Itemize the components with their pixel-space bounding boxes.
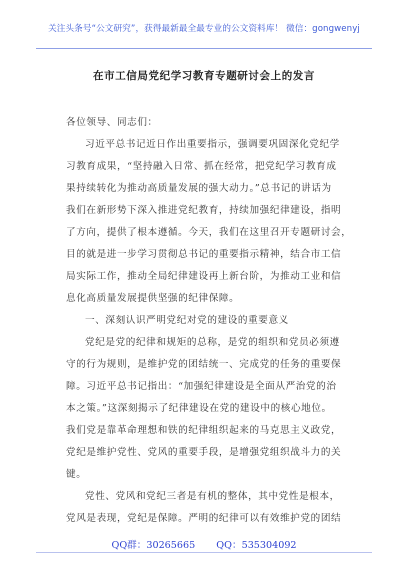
paragraph-line: 本之策。”这深刻揭示了纪律建设在党的建设中的核心地位。 bbox=[66, 403, 332, 414]
paragraph-line: 习近平总书记近日作出重要指示，强调要巩固深化党纪学 bbox=[85, 139, 340, 150]
footer-contacts bbox=[0, 537, 408, 551]
paragraph-line: 果持续转化为推动高质量发展的强大动力。”总书记的讲话为 bbox=[66, 183, 332, 194]
paragraph-line: 息化高质量发展提供坚强的纪律保障。 bbox=[66, 293, 240, 304]
document-title: 在市工信局党纪学习教育专题研讨会上的发言 bbox=[93, 70, 315, 82]
paragraph-line: 党纪是党的纪律和规矩的总称，是党的组织和党员必须遵 bbox=[85, 337, 340, 348]
paragraph-line: 局实际工作，推动全局纪律建设再上新台阶，为推动工业和信 bbox=[66, 271, 342, 282]
paragraph-line: 障。习近平总书记指出：“加强纪律建设是全面从严治党的治 bbox=[66, 381, 337, 392]
paragraph-line: 习教育成果，“坚持融入日常、抓在经常，把党纪学习教育成 bbox=[66, 161, 337, 172]
footer-divider bbox=[36, 552, 372, 553]
paragraph-line: 党风是表现，党纪是保障。严明的纪律可以有效维护党的团结 bbox=[66, 513, 342, 524]
footer-qq: QQ：535304092 bbox=[216, 540, 297, 551]
paragraph-line: 党纪是维护党性、党风的重要手段，是增强党组织战斗力的关 bbox=[66, 447, 342, 458]
paragraph-line: 键。 bbox=[66, 469, 87, 480]
paragraph-line: 守的行为规则，是维护党的团结统一、完成党的任务的重要保 bbox=[66, 359, 342, 370]
document-body bbox=[66, 112, 350, 530]
section-heading: 一、深刻认识严明党纪对党的建设的重要意义 bbox=[85, 315, 289, 326]
paragraph-line: 我们在新形势下深入推进党纪教育，持续加强纪律建设，指明 bbox=[66, 205, 342, 216]
paragraph-line: 党性、党风和党纪三者是有机的整体，其中党性是根本， bbox=[85, 491, 340, 502]
header-banner: 关注头条号“公文研究”，获得最新最全最专业的公文资料库！ 微信：gongwenyj bbox=[48, 24, 360, 34]
salutation: 各位领导、同志们： bbox=[66, 117, 158, 128]
header-divider bbox=[36, 48, 372, 49]
paragraph-line: 目的就是进一步学习贯彻总书记的重要指示精神，结合市工信 bbox=[66, 249, 342, 260]
paragraph-line: 了方向，提供了根本遵循。今天，我们在这里召开专题研讨会， bbox=[66, 227, 352, 238]
paragraph-line: 我们党是靠革命理想和铁的纪律组织起来的马克思主义政党， bbox=[66, 425, 342, 436]
footer-qq-group: QQ群：30265665 bbox=[111, 540, 196, 551]
